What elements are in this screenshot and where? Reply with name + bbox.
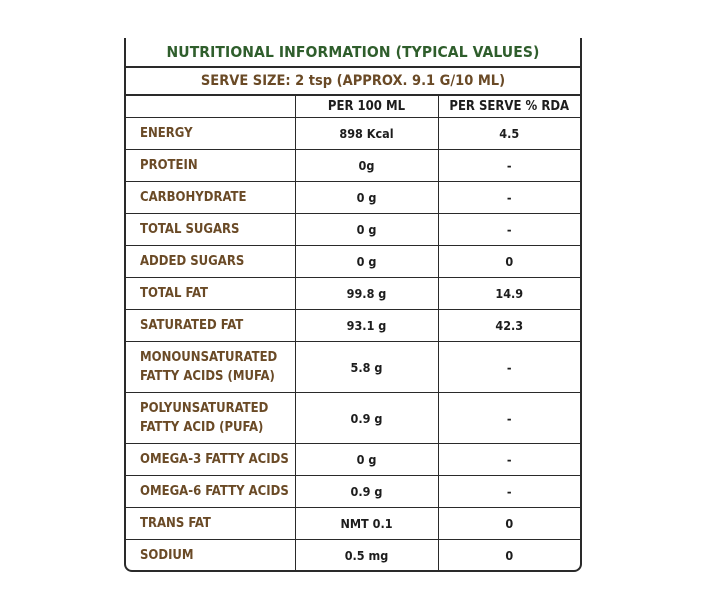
nutrient-name: TRANS FAT: [126, 508, 295, 540]
nutrition-table: [126, 95, 580, 571]
per-serve-value: 4.5: [438, 118, 580, 150]
table-row: [126, 393, 580, 444]
nutrient-name: OMEGA-6 FATTY ACIDS: [126, 476, 295, 508]
per-serve-value: -: [438, 393, 580, 444]
per-100ml-value: 0.9 g: [295, 476, 438, 508]
nutrient-name-line1: MONOUNSATURATED: [140, 350, 278, 365]
per-100ml-value: 0 g: [295, 246, 438, 278]
table-row: [126, 182, 580, 214]
per-serve-value: 0: [438, 508, 580, 540]
per-100ml-value: 0.5 mg: [295, 540, 438, 572]
per-100ml-value: 0.9 g: [295, 393, 438, 444]
per-serve-value: -: [438, 342, 580, 393]
nutrient-name: OMEGA-3 FATTY ACIDS: [126, 444, 295, 476]
nutrient-name: SATURATED FAT: [126, 310, 295, 342]
serve-size: SERVE SIZE: 2 tsp (APPROX. 9.1 G/10 ML): [126, 68, 580, 96]
table-row: [126, 118, 580, 150]
table-row: [126, 214, 580, 246]
per-100ml-value: 0 g: [295, 182, 438, 214]
per-serve-value: 0: [438, 246, 580, 278]
nutrient-name: ADDED SUGARS: [126, 246, 295, 278]
per-100ml-value: 0g: [295, 150, 438, 182]
col-header-per-100ml: PER 100 ML: [295, 95, 438, 118]
per-serve-value: 42.3: [438, 310, 580, 342]
nutrient-name: SODIUM: [126, 540, 295, 572]
col-header-nutrient: [126, 95, 295, 118]
per-serve-value: -: [438, 214, 580, 246]
per-100ml-value: NMT 0.1: [295, 508, 438, 540]
nutrient-name: PROTEIN: [126, 150, 295, 182]
per-100ml-value: 0 g: [295, 444, 438, 476]
per-100ml-value: 99.8 g: [295, 278, 438, 310]
table-row: [126, 150, 580, 182]
nutrient-name: [126, 393, 295, 444]
nutrient-name-line2: FATTY ACIDS (MUFA): [140, 369, 275, 384]
per-serve-value: -: [438, 476, 580, 508]
col-header-per-serve: PER SERVE % RDA: [438, 95, 580, 118]
nutrient-name-line1: POLYUNSATURATED: [140, 401, 269, 416]
table-row: [126, 444, 580, 476]
per-100ml-value: 0 g: [295, 214, 438, 246]
per-serve-value: -: [438, 444, 580, 476]
nutrient-name: CARBOHYDRATE: [126, 182, 295, 214]
table-row: [126, 246, 580, 278]
per-serve-value: 0: [505, 548, 514, 563]
table-row: [126, 310, 580, 342]
table-row: [126, 342, 580, 393]
nutrient-name: [126, 342, 295, 393]
per-100ml-value: 5.8 g: [295, 342, 438, 393]
per-serve-value: -: [438, 150, 580, 182]
table-row: [126, 540, 580, 572]
per-100ml-value: 93.1 g: [295, 310, 438, 342]
table-row: [126, 508, 580, 540]
nutrient-name-line2: FATTY ACID (PUFA): [140, 420, 264, 435]
header-row: [126, 95, 580, 118]
panel-title: NUTRITIONAL INFORMATION (TYPICAL VALUES): [126, 38, 580, 68]
per-100ml-value: 898 Kcal: [295, 118, 438, 150]
nutrition-panel: [124, 38, 582, 572]
nutrient-name: ENERGY: [126, 118, 295, 150]
table-row: [126, 278, 580, 310]
per-serve-value: 14.9: [438, 278, 580, 310]
table-row: [126, 476, 580, 508]
per-serve-value: -: [438, 182, 580, 214]
nutrient-name: TOTAL SUGARS: [126, 214, 295, 246]
nutrient-name: TOTAL FAT: [126, 278, 295, 310]
